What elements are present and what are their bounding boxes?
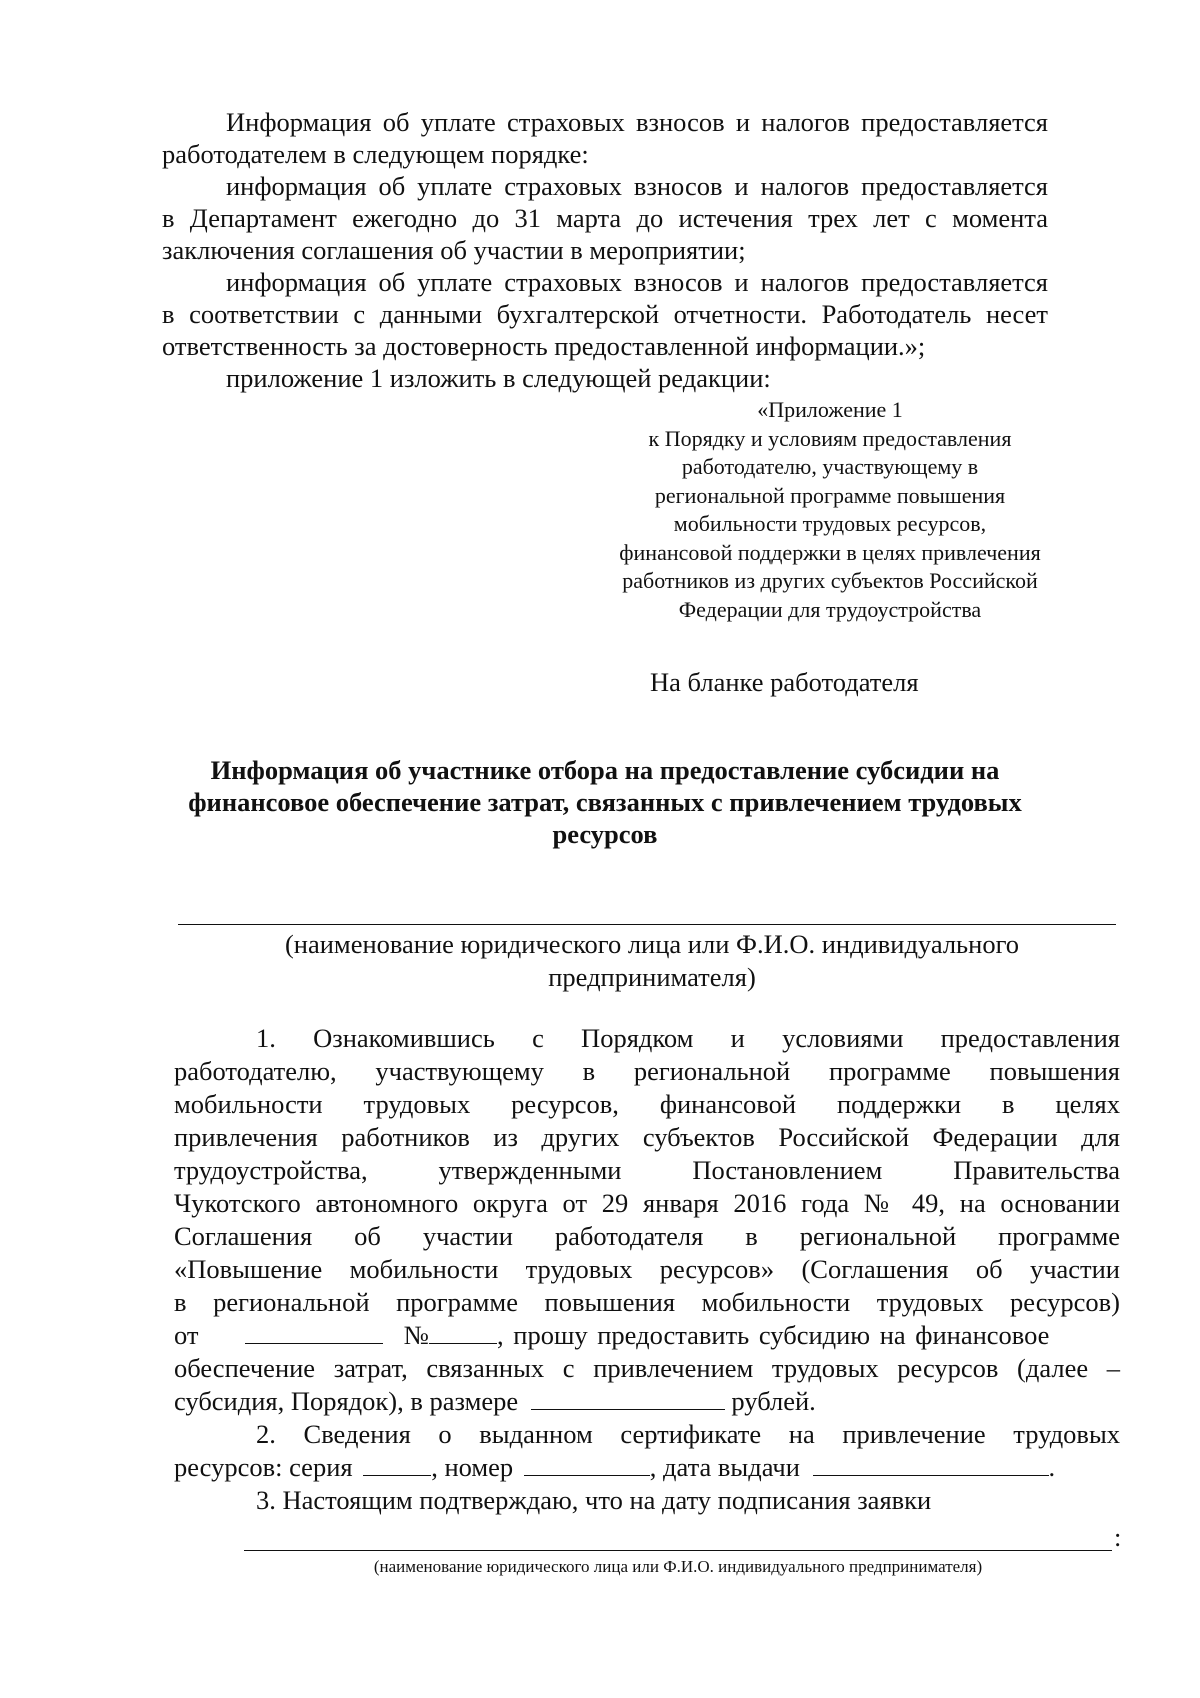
- name-caption-line: предпринимателя): [548, 961, 756, 992]
- intro-p2-line3: заключения соглашения об участии в мероприятии;: [162, 235, 746, 265]
- appendix-header-line: региональной программе повышения: [654, 482, 1006, 508]
- number-label: , номер: [431, 1452, 514, 1482]
- item1-line6: Чукотского автономного округа от 29 января 2016 года № 49, на основании: [174, 1188, 1120, 1218]
- appendix-header-line: к Порядку и условиям предоставления: [648, 425, 1012, 451]
- appendix-header-line: работодателю, участвующему в: [681, 454, 979, 479]
- applicant-name-line: [178, 924, 1116, 925]
- item1-line12: [174, 1385, 816, 1418]
- item1-line9: в региональной программе повышения мобильности трудовых ресурсов): [174, 1287, 1120, 1317]
- item2-line1: 2. Сведения о выданном сертификате на привлечение трудовых: [256, 1419, 1120, 1449]
- certificate-date-blank[interactable]: [813, 1453, 1049, 1476]
- item1-line10-rest: , прошу предоставить субсидию на финансовое: [497, 1320, 1050, 1350]
- item1-line5: трудоустройства, утвержденными Постановлением Правительства: [174, 1155, 1120, 1185]
- appendix-header-line: мобильности трудовых ресурсов,: [673, 511, 987, 536]
- intro-p3-line2: в соответствии с данными бухгалтерской отчетности. Работодатель несет: [162, 299, 1048, 329]
- item1-line7: Соглашения об участии работодателя в региональной программе: [174, 1221, 1120, 1251]
- intro-p3-line3: ответственность за достоверность предоставленной информации.»;: [162, 331, 926, 361]
- intro-p4: приложение 1 изложить в следующей редакции:: [226, 363, 771, 393]
- amount-label: субсидия, Порядок), в размере: [174, 1386, 519, 1416]
- title-line: ресурсов: [552, 819, 658, 849]
- item2-line2: [174, 1451, 1055, 1484]
- appendix-header-line: финансовой поддержки в целях привлечения: [619, 539, 1041, 565]
- name-caption: [162, 928, 1142, 993]
- intro-p2-line1: информация об уплате страховых взносов и налогов предоставляется: [226, 171, 1048, 201]
- agreement-date-blank[interactable]: [245, 1321, 383, 1344]
- agreement-number-blank[interactable]: [429, 1321, 497, 1344]
- item1-line1: 1. Ознакомившись с Порядком и условиями предоставления: [256, 1023, 1120, 1053]
- item2-period: .: [1048, 1452, 1056, 1482]
- currency-label: рублей.: [731, 1386, 816, 1416]
- title-line: Информация об участнике отбора на предоставление субсидии на: [210, 755, 1000, 785]
- item1-line2: работодателю, участвующему в региональной программе повышения: [174, 1056, 1120, 1086]
- appendix-header: [580, 396, 1080, 624]
- intro-p1-line2: работодателем в следующем порядке:: [162, 139, 589, 169]
- appendix-header-line: Федерации для трудоустройства: [678, 596, 982, 622]
- certificate-series-blank[interactable]: [363, 1453, 431, 1476]
- series-label: ресурсов: серия: [174, 1452, 353, 1482]
- certificate-number-blank[interactable]: [524, 1453, 650, 1476]
- date-label: , дата выдачи: [649, 1452, 800, 1482]
- item1-line8: «Повышение мобильности трудовых ресурсов» (Соглашения об участии: [174, 1254, 1120, 1284]
- subsidy-amount-blank[interactable]: [531, 1387, 725, 1410]
- item1-line4: привлечения работников из других субъектов Российской Федерации для: [174, 1122, 1120, 1152]
- colon: :: [1114, 1522, 1122, 1552]
- title-line: финансовое обеспечение затрат, связанных с привлечением трудовых: [188, 787, 1022, 817]
- document-title: [162, 754, 1048, 850]
- intro-p2-line2: в Департамент ежегодно до 31 марта до истечения трех лет с момента: [162, 203, 1048, 233]
- item1-line11: обеспечение затрат, связанных с привлечением трудовых ресурсов (далее –: [174, 1353, 1120, 1383]
- appendix-header-line: «Приложение 1: [757, 397, 903, 422]
- item3-line1: 3. Настоящим подтверждаю, что на дату подписания заявки: [256, 1485, 932, 1515]
- employer-name-line[interactable]: [244, 1550, 1112, 1551]
- letterhead-note: На бланке работодателя: [650, 667, 919, 697]
- number-sign: №: [403, 1320, 430, 1350]
- intro-p1-line1: Информация об уплате страховых взносов и налогов предоставляется: [226, 107, 1048, 137]
- appendix-header-line: работников из других субъектов Российской: [622, 568, 1038, 593]
- small-caption: (наименование юридического лица или Ф.И.О. индивидуального предпринимателя): [373, 1557, 983, 1576]
- from-label: от: [174, 1320, 199, 1350]
- intro-p3-line1: информация об уплате страховых взносов и налогов предоставляется: [226, 267, 1048, 297]
- item1-line3: мобильности трудовых ресурсов, финансовой поддержки в целях: [174, 1089, 1120, 1119]
- item1-line10: [174, 1319, 1120, 1352]
- name-caption-line: (наименование юридического лица или Ф.И.О. индивидуального: [284, 929, 1020, 959]
